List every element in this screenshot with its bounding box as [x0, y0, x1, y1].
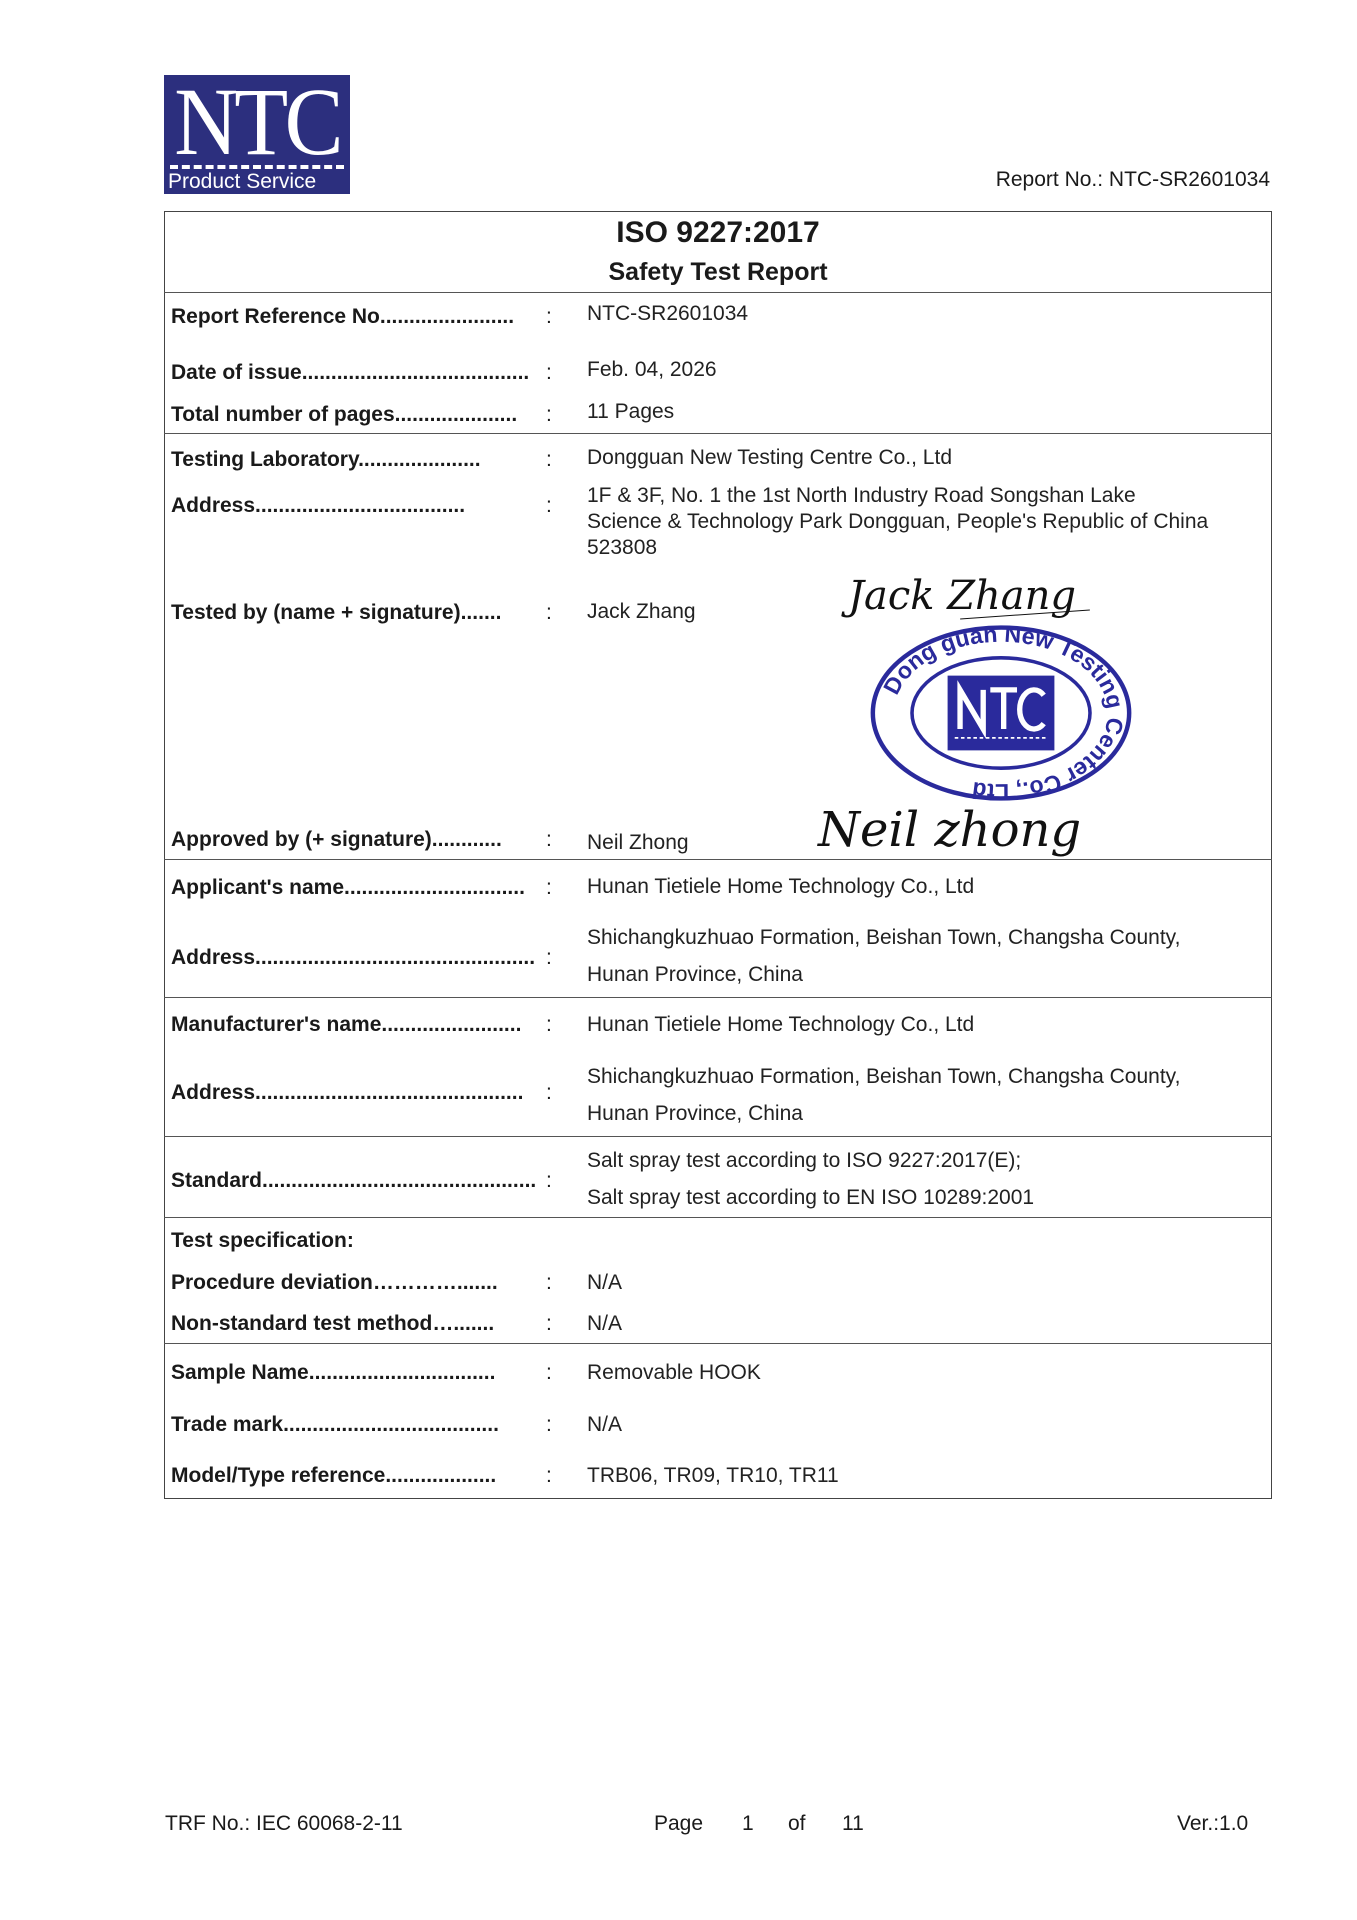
approved-by-signature: Neil zhong	[818, 802, 1082, 858]
sample-name-value: Removable HOOK	[587, 1361, 761, 1384]
logo-subtitle: Product Service	[168, 169, 317, 193]
page-label: Page	[654, 1812, 704, 1835]
manufacturer-address-label: Address..............................................	[171, 1081, 524, 1104]
tested-by-signature: Jack Zhang	[848, 573, 1077, 619]
test-spec-heading: Test specification:	[171, 1229, 354, 1252]
model-label: Model/Type reference...................	[171, 1464, 497, 1487]
divider	[164, 1136, 1272, 1137]
colon: :	[546, 1081, 552, 1104]
testing-lab-label: Testing Laboratory.....................	[171, 448, 481, 471]
page-number: 1	[742, 1812, 754, 1835]
approved-by-value: Neil Zhong	[587, 831, 689, 854]
colon: :	[546, 601, 552, 624]
non-standard-value: N/A	[587, 1312, 623, 1335]
report-ref-value: NTC-SR2601034	[587, 302, 749, 325]
version: Ver.:1.0	[1177, 1812, 1249, 1835]
date-label: Date of issue.......................................	[171, 361, 530, 384]
procedure-deviation-value: N/A	[587, 1271, 623, 1294]
colon: :	[546, 946, 552, 969]
manufacturer-name-label: Manufacturer's name........................	[171, 1013, 522, 1036]
colon: :	[546, 494, 552, 517]
lab-address-line: 1F & 3F, No. 1 the 1st North Industry Road Songshan Lake	[587, 484, 1136, 507]
report-number: Report No.: NTC-SR2601034	[995, 168, 1270, 191]
applicant-name-value: Hunan Tietiele Home Technology Co., Ltd	[587, 875, 975, 898]
divider	[164, 292, 1272, 293]
divider	[164, 1217, 1272, 1218]
trade-mark-label: Trade mark.....................................	[171, 1413, 499, 1436]
colon: :	[546, 1361, 552, 1384]
colon: :	[546, 361, 552, 384]
divider	[164, 1343, 1272, 1344]
colon: :	[546, 1013, 552, 1036]
standard-line: Salt spray test according to EN ISO 10289:2001	[587, 1186, 1035, 1209]
colon: :	[546, 305, 552, 328]
total-pages-value: 11 Pages	[587, 400, 675, 423]
report-subtitle: Safety Test Report	[608, 258, 828, 286]
applicant-address-label: Address................................................	[171, 946, 536, 969]
sample-name-label: Sample Name................................	[171, 1361, 496, 1384]
applicant-address-line: Shichangkuzhuao Formation, Beishan Town, Changsha County,	[587, 926, 1181, 949]
ntc-logo	[164, 68, 350, 194]
colon: :	[546, 1413, 552, 1436]
company-stamp	[866, 624, 1136, 807]
standard-line: Salt spray test according to ISO 9227:2017(E);	[587, 1149, 1022, 1172]
divider	[164, 859, 1272, 860]
stamp-ring-text: Dong guan New Testing Center Co., Ltd	[878, 624, 1129, 802]
divider	[164, 997, 1272, 998]
lab-address-line: Science & Technology Park Dongguan, People's Republic of China	[587, 510, 1209, 533]
tested-by-label: Tested by (name + signature).......	[171, 601, 502, 624]
manufacturer-name-value: Hunan Tietiele Home Technology Co., Ltd	[587, 1013, 975, 1036]
date-value: Feb. 04, 2026	[587, 358, 717, 381]
colon: :	[546, 1312, 552, 1335]
non-standard-label: Non-standard test method….......	[171, 1312, 495, 1335]
divider	[164, 433, 1272, 434]
approved-by-label: Approved by (+ signature)............	[171, 828, 502, 851]
lab-address-line: 523808	[587, 536, 658, 559]
of-label: of	[788, 1812, 806, 1835]
logo-divider	[170, 165, 344, 169]
total-pages-label: Total number of pages.....................	[171, 403, 518, 426]
lab-address-label: Address....................................	[171, 494, 466, 517]
procedure-deviation-label: Procedure deviation………….......	[171, 1271, 498, 1294]
trf-number: TRF No.: IEC 60068-2-11	[165, 1812, 403, 1835]
standard-title: ISO 9227:2017	[616, 216, 820, 249]
standard-label: Standard...............................................	[171, 1169, 537, 1192]
trade-mark-value: N/A	[587, 1413, 623, 1436]
colon: :	[546, 448, 552, 471]
total-pages: 11	[842, 1812, 864, 1835]
report-ref-label: Report Reference No.......................	[171, 305, 515, 328]
applicant-name-label: Applicant's name...............................	[171, 876, 525, 899]
model-value: TRB06, TR09, TR10, TR11	[587, 1464, 839, 1487]
colon: :	[546, 876, 552, 899]
applicant-address-line: Hunan Province, China	[587, 963, 803, 986]
colon: :	[546, 403, 552, 426]
testing-lab-value: Dongguan New Testing Centre Co., Ltd	[587, 446, 952, 469]
logo-text: NTC	[174, 68, 340, 175]
manufacturer-address-line: Shichangkuzhuao Formation, Beishan Town, Changsha County,	[587, 1065, 1181, 1088]
colon: :	[546, 1271, 552, 1294]
colon: :	[546, 828, 552, 851]
manufacturer-address-line: Hunan Province, China	[587, 1102, 803, 1125]
tested-by-value: Jack Zhang	[587, 600, 696, 623]
colon: :	[546, 1169, 552, 1192]
colon: :	[546, 1464, 552, 1487]
